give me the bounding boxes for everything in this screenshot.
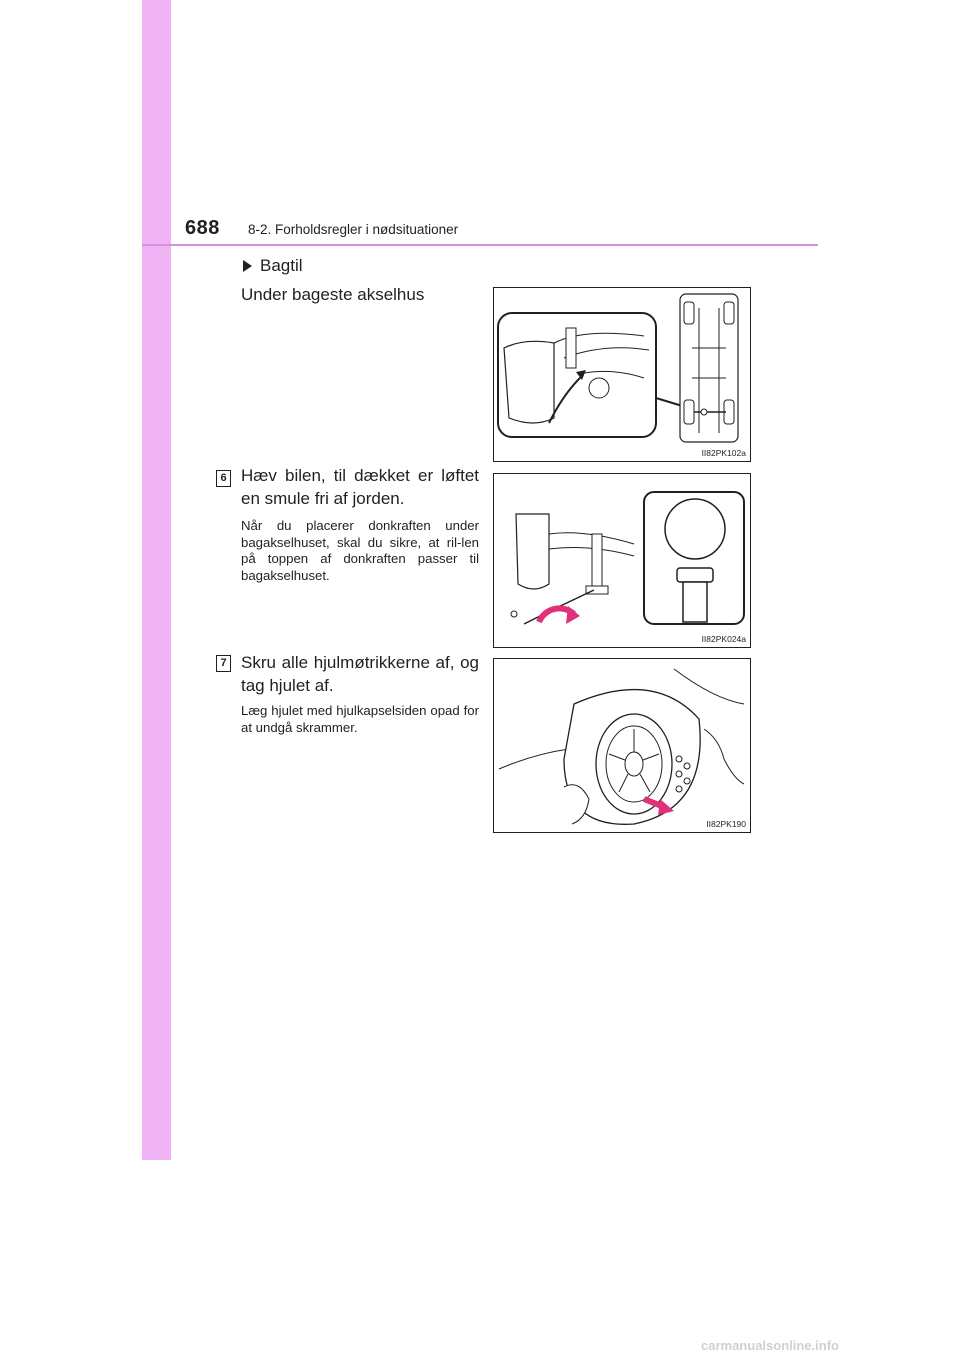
bullet-label: Bagtil <box>260 256 303 275</box>
step-number-7: 7 <box>216 655 231 672</box>
watermark: carmanualsonline.info <box>701 1338 839 1353</box>
step-number-6: 6 <box>216 470 231 487</box>
header-rule <box>142 244 818 246</box>
figure-removing-wheel <box>493 658 751 833</box>
bullet-triangle-icon <box>243 260 252 272</box>
page-number: 688 <box>185 217 220 239</box>
step-6-title: Hæv bilen, til dækket er løftet en smule fri af jorden. <box>241 466 479 508</box>
step-6-note: Når du placerer donkraften under bagakselhuset, skal du sikre, at ril-len på toppen af donkraften passer til bagakselhuset. <box>241 518 479 583</box>
figure-rear-axle-jack-point <box>493 287 751 462</box>
step-7-note: Læg hjulet med hjulkapselsiden opad for at undgå skrammer. <box>241 703 479 735</box>
step-7-title: Skru alle hjulmøtrikkerne af, og tag hjulet af. <box>241 653 479 695</box>
section-title: 8-2. Forholdsregler i nødsituationer <box>248 222 459 237</box>
chapter-sidebar-tab <box>142 0 171 1160</box>
rear-axle-illustration <box>494 288 750 461</box>
bullet-rear <box>243 256 303 276</box>
figure-1-code: II82PK102a <box>701 448 746 458</box>
jack-illustration <box>494 474 750 647</box>
figure-2-code: II82PK024a <box>701 634 746 644</box>
figure-3-code: II82PK190 <box>706 819 746 829</box>
figure-raising-vehicle <box>493 473 751 648</box>
bullet-description: Under bageste akselhus <box>241 285 425 304</box>
wheel-removal-illustration <box>494 659 750 832</box>
